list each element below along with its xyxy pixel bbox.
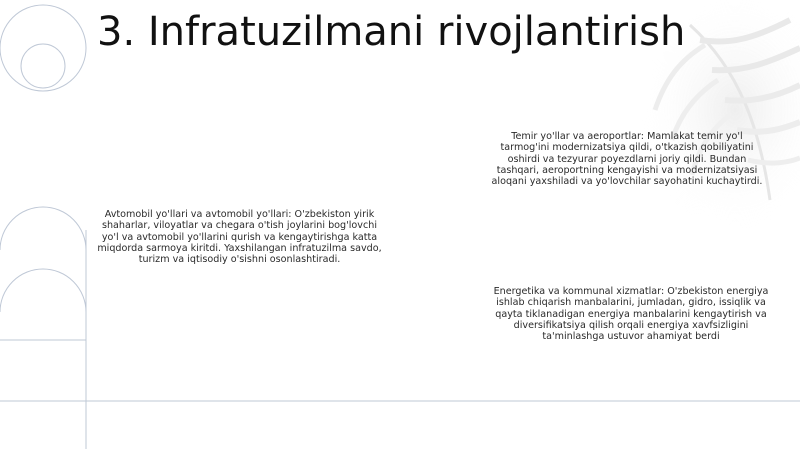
decor-arch-lower <box>0 269 86 312</box>
decor-arch-upper <box>0 207 86 250</box>
text-block-roads: Avtomobil yo'llari va avtomobil yo'llari: O'zbekiston yirik shaharlar, viloyatlar va chegara o'tish joylarini bog'lovchi yo'l va avtomobil yo'llarini qurish va kengaytirishga katta miqdorda sarmoya kiritdi. Yaxshilangan infratuzilma savdo, turizm va iqtisodiy o'sishni osonlashtiradi. <box>97 209 382 266</box>
slide-title: 3. Infratuzilmani rivojlantirish <box>97 9 686 55</box>
text-block-energy: Energetika va kommunal xizmatlar: O'zbekiston energiya ishlab chiqarish manbalarini, jumladan, gidro, issiqlik va qayta tiklanadigan energiya manbalarini kengaytirish va diversifikatsiya qilish orqali energiya xavfsizligini ta'minlashga ustuvor ahamiyat berdi <box>493 286 769 343</box>
decor-circle-small <box>21 44 65 88</box>
text-block-railways: Temir yo'llar va aeroportlar: Mamlakat temir yo'l tarmog'ini modernizatsiya qildi, o'tkazish qobiliyatini oshirdi va tezyurar poyezdlarni joriy qildi. Bundan tashqari, aeroportning kengayishi va modernizatsiyasi aloqani yaxshiladi va yo'lovchilar sayohatini kuchaytirdi. <box>491 131 763 188</box>
decor-circle-large <box>0 5 86 91</box>
